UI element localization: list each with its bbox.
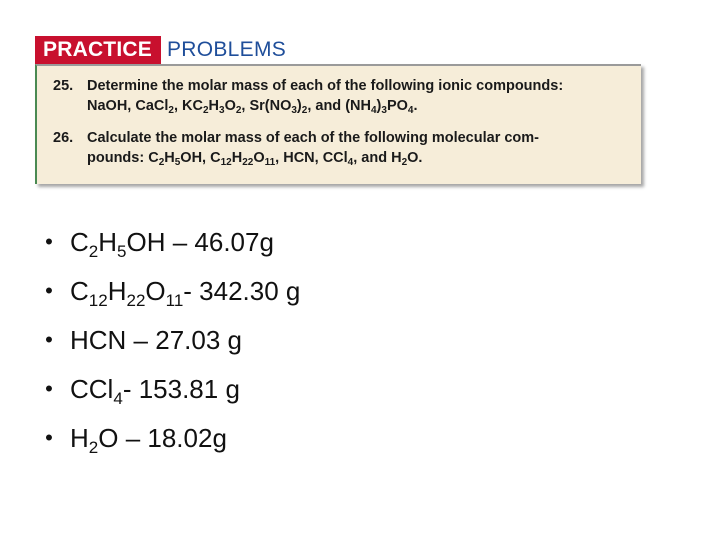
- problem-number: 26.: [53, 130, 74, 146]
- bullet-icon: •: [45, 229, 53, 254]
- bullet-icon: •: [45, 376, 53, 401]
- bullet-icon: •: [45, 425, 53, 450]
- practice-tag: PRACTICE: [35, 36, 161, 64]
- answer-text: $H_2O - 18.02g$: [70, 423, 227, 457]
- bullet-icon: •: [45, 278, 53, 303]
- answer-text: CCl$_4$- 153.81 g: [70, 374, 240, 408]
- bullet-icon: •: [45, 327, 53, 352]
- problem-26: [53, 128, 539, 168]
- answer-text: HCN – 27.03 g: [70, 325, 242, 355]
- problem-25: [53, 76, 563, 116]
- answer-text: $C_2H_5OH - 46.07g$: [70, 227, 274, 261]
- practice-problems-box: [35, 36, 641, 182]
- problem-text-line1: Calculate the molar mass of each of the following molecular com-: [87, 130, 540, 146]
- problem-text-line2: NaOH, CaCl$_2$, $KC_2H_3O_2$, $Sr(NO_3)_2$, and $(NH_4)_3PO_4$.: [87, 98, 418, 116]
- problem-text-line2: pounds: $C_2H_5OH$, $C_{12}H_{22}O_{11}$, HCN, CCl$_4$, and $H_2O$.: [87, 150, 423, 168]
- problem-number: 25.: [53, 78, 74, 94]
- practice-problems-header: [35, 36, 286, 64]
- problems-title: PROBLEMS: [166, 38, 287, 61]
- problem-text-line1: Determine the molar mass of each of the following ionic compounds:: [87, 78, 564, 94]
- problems-panel: [35, 64, 641, 184]
- answer-text: $C_{12}H_{22}O_{11}-$ 342.30 g: [70, 276, 301, 310]
